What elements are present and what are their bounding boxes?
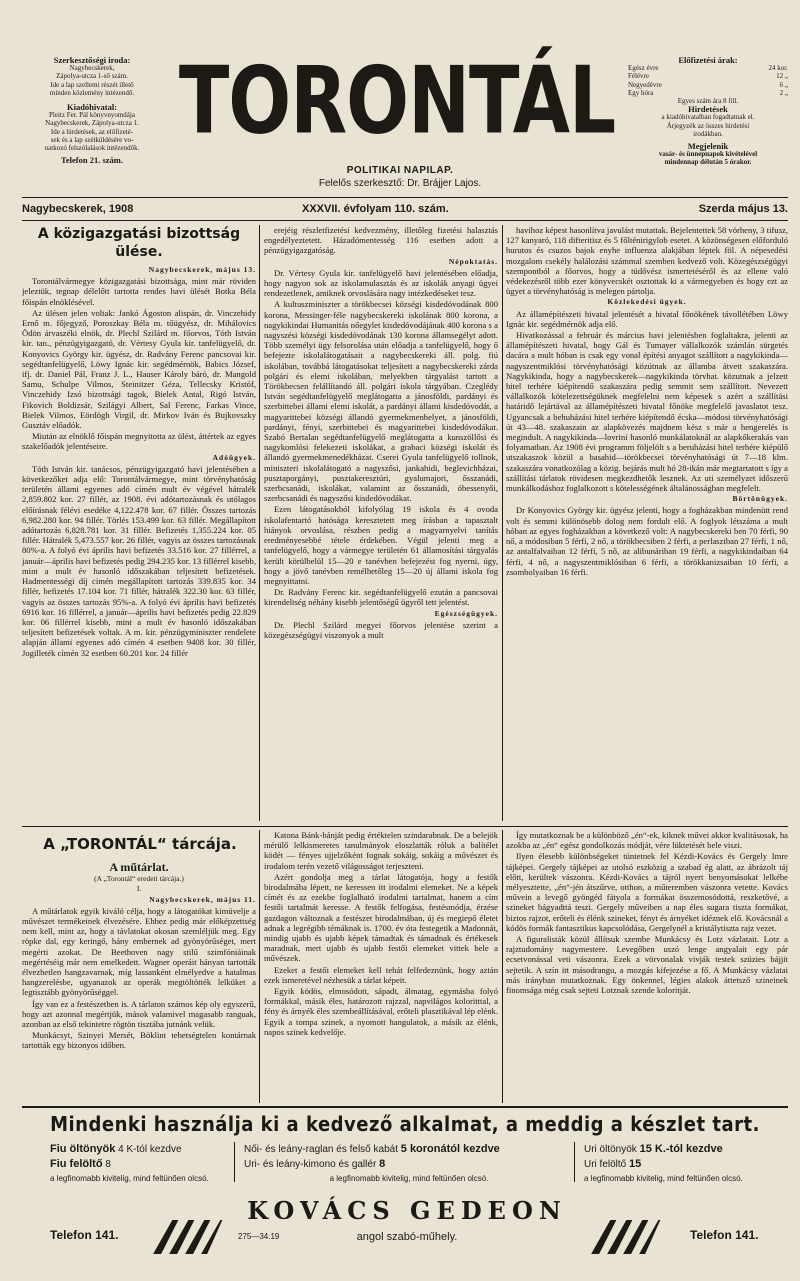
publisher-line: natkozó felszólalások intézendők. xyxy=(44,144,140,153)
article-paragraph: Az államépítészeti hivatal jelentését a hivatal főnökének távollétében Löwy Ignác kir. segédmérnök adja elő. xyxy=(506,308,788,329)
article-paragraph: Hivatkozással a február és március havi jelentésben foglaltakra, jelenti az államépítészeti hivatal, hogy Gál és Tumayer vállalkozók számlán sürgetés dacára a mult hóban is csak egy vonal építési anyagot szállított a nagykikinda—nagyszentmiklósi törvényhatósági közútnak az államba átvett szakaszára. Nagykikinda, hogy a nagybecskerek—nagykikinda törvhat. közutnak a jelzett hitel terhére kiépítendő szakaszára pedig semmit sem szállított. Nevezett vállalkozók kötelezettségüknek megfelelni nem képesek s azért a szállítási határidő lejártával az államépítészeti hivatal főnöke megfelelő javaslatot tesz. Ugyancsak a behuházási hitel terhére kiépítendő écska—módosi törvényhatósági út 43—48. szakaszain az alapkövezés majdnem kész s már a hengerelés is megindult. A nagykikinda—lovrini hasonló munkálatoknál az alapkőkerakás van folyamatban. Az 1908 évi programm följelölt s a beruházási hitel terhére kiépülő utszakaszok közül a basahid—törökbecsei törvényhatósági út 7—18 klm. szakaszára vonatkozólag a közig. bejárás mult hó 28-ikán már megtartatott s így a szállítási tárlatok rövidesen megkezdhetők lesznek. Az uti személyzet időszerű munkálkodáshoz foglalkozott s kötelességének általánosságban megfelelt. xyxy=(506,330,788,494)
ad-right-block xyxy=(584,1142,784,1186)
feuilleton-paragraph: A figuralisták közül állítsuk szembe Munkácsy és Lotz vázlatait. Lotz a rajztudomány nagymestere. Levegőben uszó lenge angyalait egy pár ecsetvonással veti vászonra. Ezek a vörvonalak vivják testek szüzies bájjit sejtetik. A szín itt másodrangu, a mozgás kifejezése a fő. A Munkácsy vázlatai más irányban mutatkoznak. Egy önkennel, légies alakok áttetsző szineinek finomsága még csak sejteti Lotznak szende koloritját. xyxy=(506,934,788,996)
section-heading: Adóügyek. xyxy=(212,452,256,462)
column-divider xyxy=(502,225,503,821)
office-line: Zápolya-utcza 1-ső szám. xyxy=(56,72,128,81)
article-column-1 xyxy=(22,225,256,823)
ad-center-row: Női- és leány-raglan és felső kabát 5 koronától kezdve xyxy=(244,1143,500,1155)
ad-left-block xyxy=(50,1142,230,1186)
price-row: Egész évre 24 kor. xyxy=(628,64,788,73)
office-line: Ide a lap szellemi részét illető xyxy=(50,80,134,89)
top-rule xyxy=(22,197,788,198)
article-paragraph: Az ülésen jelen voltak: Jankó Ágoston alispán, dr. Vinczehidy Ernő m. főjegyző, Poroszkay Béla m. tőügyész, dr. Mihálovics Ödön árvaszéki elnök, dr. Plechl Szilárd m. főorvos, Tóth István kir. tan., pénzügyigazgató, dr. Vértesy Gyula kir. tanfelügyelő, dr. Konyovics György kir. ügyész, dr. Radvány Ferenc pancsovai kir. segédtanfelügyelő, Löwy Ignác kir. segédmérnök, Babics József, ifj. dr. Daniel Pál, Franz J. L., Hauser Károly báró, dr. Mangold Samu, Schulpe Vilmos, Steinitzer Géza, Tellecsky Kristóf, Vinczehidy Izsó bizottsági tagok, Bielek Antal, Rigó István, Fikovich Boldizsár, Szilágyi Albert, Sal Ferenc, Farkas Vince, Bielek Vilmos, Eördögh Virgil, dr. Mirkov Iván és Bujkovszky Gusztáv előadók. xyxy=(22,307,256,431)
feuilleton-paragraph: Ezeket a festői elemeket kell tehát felfedeznünk, hogy aztán ezek ismeretével nézhesük a tárlat képeit. xyxy=(264,964,498,985)
ad-brand-mark-right xyxy=(587,1216,663,1265)
ad-center-tagline: a legfinomabb kivitelig, mind feltünően olcsó. xyxy=(329,1174,489,1183)
ad-right-tagline: a legfinomabb kivitelig, mind feltünően olcsó. xyxy=(584,1174,743,1183)
column-divider xyxy=(502,830,503,1103)
section-heading: Egészségügyek. xyxy=(434,608,498,618)
ad-left-tagline: a legfinomabb kivitelig, mind feltünően olcsó. xyxy=(50,1174,209,1183)
article-paragraph: Ezen látogatásokból kifolyólag 19 iskola és 4 ovoda iskolafentartó hatósága keresztetett meg írásban a tapasztalt hiányok orvoslása, részben pedig a magyarnyelvi tanítás eredményesebbé tétele érdekében. Végül jelenti meg a tanfelügyelő, hogy a vármegye területén 61 államosítási tárgyalás került körülbelül 15—20 e tanévben befejezést fog nyerni, úgy, hogy a jövő tanévben remélhetőleg 15—20 új állami iskola fog megnyittatni. xyxy=(264,504,498,586)
article-paragraph: Dr Konyovics György kir. ügyész jelenti, hogy a fogházakban mindenütt rend volt és semmi különösebb dolog nem fordult elő. A foglyok létszáma a mult hóban az egyes fogházakban a következő volt: A nagybecskereki ben 70 férfi, 90 nő, a módosiban 5 férfi, 2 nő, a törökbecsiben 2 férfi, a perlasziban 27 férfi, 1 nő, az antalfalvaiban 12 férfi, 5 nő, az alibunáriban 19 férfi, a nagykikindaiban 64 férfi, 4 nő, a nagyszentmiklósiban 6 férfi, a törökkanizsaiban 10 férfi, a zsombolyaiban 16 férfi. xyxy=(506,505,788,577)
appears-line: vasár- és ünnepnapok kivételével xyxy=(658,150,758,159)
article-paragraph: Miután az elnöklő főispán megnyitotta az ülést, áttértek az egyes szakelőadók jelentéseire. xyxy=(22,431,256,452)
article-paragraph: A kultuszminiszter a törökbecsei községi kisdedóvodának 800 korona, Messinger-féle nagybecskereki iskolának 800 korona, a nagykikindai Humanitás nőegylet kisdedóvodájának 400 korona s a nagyszési községi kisdedóvodának 130 korona államsegélyt adott. Több személyi ügy felsorolása után előadja a tanfelügyelő, hogy ő befejezte iskolalátogatásait a nagybecskereki áll. polg. fiú iskolában, továbbá látogatásokat teljesített a nagybecskereki zárda polgári és elemi iskolában, melyekben tárgyalást tartott a Törökbecsen felállítandó áll. polgári iskola tárgyában. Czeglédy István segédtanfelügyelő meglátogatta a jánosföldi, pardányi és szerbittebei állami elemi iskolát, a pardányi állami kisdedóvodát, a magyarittebei községi állandó gyermekmenhelyet, a jánosföldi, pardányi, fényi, szerbittebei és magyarittebei kisdedóvodákat. Szabó Bertalan segédtanfelügyelő meglátogatta a kunszöllősi és nagykomlósi felekezeti iskolákat, a grabaci községi iskolát és állandó gyermekmenedékházat. Cserei Gyula tanfelügyelő tollnok, miniszteri iskolalátogató a nagyszősi, jankahidi, beglevichházai, pusztaporgányi, pusztakeresztúri, gyalumajori, ősszanádi, szerbcsanádi, iskolákat, valamint az ősszanádi, óbessenyői, szerbcsanádi és nagyszősi kisdedóvodákat. xyxy=(264,299,498,504)
ad-left-row: Fiu öltönyök 4 K-tól kezdve xyxy=(50,1143,182,1155)
article-paragraph: Tóth István kir. tanácsos, pénzügyigazgató havi jelentésében a következőket adja elő: Torontálvármegye, mint törvényhatóság területén állami egyenes adó címén mult év végével hátralék 2,859.802 kor. 27 fillér, az 1908. évi adótartozásnak és utólagos előírásnak félévi esedéke 4,122.478 kor. 67 fillér. Összes tartozás 6,982.280 kor. 94 fillér. Törlés 153.499 kor. 63 fillér. Megállapított adótartozás 6,828.781 kor. 31 fillér. Befizetés 1,355.224 kor. 05 fillér. Hátralék 5,473.557 kor. 26 fillér, vagyis az összes tartozásnak 80%-a. A folyó évi április havi befizetés 33.516 kor. 27 fillérrel, a január—április havi befizetés pedig 294.235 kor. 13 fillérrel kisebb, mint a mult év hasonló időszakában teljesített befizetések. Hadmentességi díj címén megállapított tartozás 339.835 kor. 34 fillér, befizetés 17.104 kor. 71 fillér, hátralék 322.30 kor. 63 fillér, vagyis az összes tartozás 95%-a. A folyó évi április havi befizetés 6916 kor. 16 fillérrel, a január—április havi befizetés pedig 22.829 kor. 06 fillérrel kisebb, mint a mult év hasonló időszakában teljesített befizetések voltak. A m. kir. pénzügyminiszter rendelete alapján állami egyenes adó címén 4 esetben 9408 kor. 30 fillér, Jogilleték címén 32 esetben 60.201 kor. 24 fillér xyxy=(22,463,256,658)
prices-title: Előfizetési árak: xyxy=(678,55,738,65)
dateline-date: Szerda május 13. xyxy=(698,203,788,215)
article-column-3 xyxy=(506,225,788,823)
feuilleton-column-2 xyxy=(264,830,498,1103)
publisher-line: Nagybecskerek, Zápolya-utcza 1. xyxy=(45,119,139,128)
column-divider xyxy=(259,830,260,1103)
ad-company-sub: angol szabó-műhely. xyxy=(356,1231,458,1243)
publisher-line: Pleitz Fer. Pál könyvnyomdája xyxy=(49,111,135,120)
subscription-info xyxy=(628,56,788,167)
ad-right-row: Uri öltönyök 15 K.-tól kezdve xyxy=(584,1143,723,1155)
ads-line: Árjegyzék az összes hirdetési xyxy=(666,121,750,130)
article-title: A közigazgatási bizottság ülése. xyxy=(37,226,241,260)
editorial-office-info xyxy=(22,56,162,164)
ad-number: 275—34.19 xyxy=(238,1232,280,1241)
editor-line: Felelős szerkesztő: Dr. Brájjer Lajos. xyxy=(318,178,482,189)
ad-center-row: Uri- és leány-kimono és gallér 8 xyxy=(244,1158,386,1170)
single-price: Egyes szám ára 8 fill. xyxy=(677,97,739,106)
feuilleton-dateline: Nagybecskerek, május 11. xyxy=(149,894,256,904)
dateline-volume: XXXVII. évfolyam 110. szám. xyxy=(302,203,449,215)
masthead xyxy=(0,0,800,195)
feuilleton-roman: I. xyxy=(136,884,142,894)
appears-line: mindennap délután 5 órakor. xyxy=(664,158,752,167)
office-line: Nagybecskerek, xyxy=(69,64,115,73)
ad-divider xyxy=(574,1142,575,1182)
office-title: Szerkesztőségi iroda: xyxy=(53,55,131,65)
section-heading: Népoktatás. xyxy=(448,256,498,266)
feuilleton-paragraph: Munkácsyt, Szinyei Mersét, Böklint tehetségtelen kontárnak tartották egy bizonyos időben. xyxy=(22,1030,256,1051)
publisher-line: Ide a hirdetések, az előfizeté- xyxy=(50,127,134,136)
ads-title: Hirdetések xyxy=(688,104,728,115)
feuilleton-paragraph: Ilyen élesebb különbségeket tüntetnek fel Kézdi-Kovács és Gergely Imre tájképei. Gergely tájképei az utolsó eszközig a szabad ég alatt, az ábrázolt táj előtt, kerültek vászonra. Kézdi-Kovács a tájról nyert benyomásokat lelkébe mélyesztette, „én“-jén átszűrve, otthon, a műteremben vászonra vetette. Kovács művein a levegő gyöngéd fátyola a formákat összemosódottá, reszketővé, a szineket bágyadttá teszi. Gergely műveiben a nap éles sugara tiszta formákat, biztos rajzot, erőteli és élénk szineket, fényt és árnyéket idéznek elő. Kovácsnál a kódös formák fantasztikus kapcsolódása, Gergelynél a kristálytiszta rajz vezet. xyxy=(506,851,788,933)
ads-line: irodákban. xyxy=(693,129,723,138)
feuilleton-paragraph: Egyik ködös, elmosódott, sápadt, álmatag, egymásba folyó formákkal, másik éles, határozott rajzzal, napvilágos koloritttal, a fény és árnyék éles szembeállításával, erőteli plasztikával lép elénk. Egyik a tompa szinek, a nyomott hangulatok, a másik az élénk, napos szinek kedvelője. xyxy=(264,986,498,1037)
feuilleton-column-1 xyxy=(22,858,256,1103)
publisher-line: sek és a lap szétküldésére vo- xyxy=(50,135,134,144)
ad-company-name: KOVÁCS GEDEON xyxy=(247,1196,567,1225)
office-line: minden közlemény intézendő. xyxy=(49,88,135,97)
ad-center-block xyxy=(244,1142,574,1186)
feuilleton-paragraph: Így van ez a festészetben is. A tárlaton számos kép oly egyszerű, hogy azt azonnal megértjük, mások valamivel magasabb ranguak, azonban az első tekintetre rögtön tisztába jutnánk velük. xyxy=(22,998,256,1030)
ad-right-row: Uri felöltő 15 xyxy=(584,1158,642,1170)
article-paragraph: Torontálvármegye közigazgatási bizottsága, mint már röviden jeleztük, tegnap délelőtt tartotta rendes havi ülését Botka Béla főispán elnöklésével. xyxy=(22,276,256,307)
feuilleton-paragraph: Katona Bánk-bánját pedig értéktelen szindarabnak. De a belejök mérülő lelkismeretes tanulmányok eloszlatták róluk a balítélet ködét — fényes ujjelzőként fognak sokáig, sokáig a művészet és irodalom terén vezető világosságot terjeszteni. xyxy=(264,830,498,871)
article-paragraph: Dr. Plechl Szilárd megyei főorvos jelentése szerint a közegészségügyi viszonyok a mult xyxy=(264,619,498,640)
appears-title: Megjelenik xyxy=(687,141,729,152)
article-paragraph: erejéig részletfizetési kedvezmény, illetőleg fizetési halasztás engedélyeztetett. Házadómentesség 116 esetben adott a pénzügyigazgatóság. xyxy=(264,225,498,256)
advertisement xyxy=(22,1108,788,1270)
ad-phone-left: Telefon 141. xyxy=(50,1228,119,1242)
ads-line: a kiadóhivatalban fogadtatnak el. xyxy=(661,113,755,122)
feuilleton-paragraph: A műtárlatok egyik kiváló célja, hogy a látogatókat kimüvelje a művészet termékeinek élvezésére. Ehhez pedig már előképzettség nem kell, mint az, hogy a távlatokat okosan szemléljük meg. Egy röpke dal, egy keringő, hány embernek ad gyönyörűséget, mert megérti azokat. De Beethoven nagy stilű szimfóniáinak megértéséig már nem emelkedett. Wagner operáit hányan tartották élvezhetlen hangzavarnak, míg lassanként elmélyedve a hatalmas hangzerelésbe, ugyanazok az operák megtöltötték lelküket a legtisztább gyönyörűséggel. xyxy=(22,905,256,998)
dateline-place-year: Nagybecskerek, 1908 xyxy=(22,203,134,215)
feuilleton-note: (A „Torontál“ eredeti tárcája.) xyxy=(94,874,184,884)
office-phone: Telefon 21. szám. xyxy=(60,155,123,166)
feuilleton-paragraph: Azért gondolja meg a tárlat látogatója, hogy a festők birodalmába lépett, ne keressen itt irodalmi elemeket. Ne a képek címét és az ezekbe foglalható irodalmi tartalmat, hanem a cím festői tartalmát keresse. A festők felfogása, festésmódja, érzése gazdagon változnak a festészet birodalmában, új és megiepő életet adnak a legrégibb témáknak is. 1700. év óta festegetik a Madonnát, mindig ujabb és ujabb képek támadtak és támadnak és értékesek maradnak, mert ujabb és ujabb festői elemeket vittek bele a művészek. xyxy=(264,871,498,964)
newspaper-subtitle: POLITIKAI NAPILAP. xyxy=(346,165,454,176)
article-column-2 xyxy=(264,225,498,823)
feuilleton-title: A műtárlat. xyxy=(109,860,169,874)
ad-brand-mark-left xyxy=(149,1216,225,1265)
column-divider xyxy=(259,225,260,821)
newspaper-title: TORONTÁL xyxy=(178,47,616,155)
ad-title: Mindenki használja ki a kedvező alkalmat, a meddig a készlet tart. xyxy=(50,1112,760,1137)
article-paragraph: Dr. Radvány Ferenc kir. segédtanfelügyelő ezután a pancsovai kirendeltség néhány kisebb jelentőségű ügyről tett jelentést. xyxy=(264,587,498,608)
ad-divider xyxy=(234,1142,235,1182)
section-heading: Börtönügyek. xyxy=(732,494,788,504)
price-row: Egy hóra 2 „ xyxy=(628,88,788,97)
feuilleton-header: A „TORONTÁL“ tárcája. xyxy=(43,835,237,853)
article-dateline: Nagybecskerek, május 13. xyxy=(148,265,256,274)
article-paragraph: Dr. Vértesy Gyula kir. tanfelügyelő havi jelentésében előadja, hogy nagyon sok az iskolamulasztás és az iskolák anyagi ügyei rendezetlenek, amiknek orvoslására nagy intézkedéseket tesz. xyxy=(264,267,498,299)
ad-left-row: Fiu felöltő 8 xyxy=(50,1158,111,1170)
price-row: Negyedévre 6 „ xyxy=(628,80,788,89)
price-row: Félévre 12 „ xyxy=(628,72,788,81)
ad-phone-right: Telefon 141. xyxy=(690,1228,759,1242)
brand-mark-icon xyxy=(589,1216,664,1256)
section-heading: Közlekedési ügyek. xyxy=(607,297,687,307)
feuilleton-paragraph: Így mutatkoznak be a különböző „én“-ek, kiknek művei akkor kvalitásosak, ha azokba az „én“ egész gondolkozás módját, vére lüktetését bele viszi. xyxy=(506,830,788,851)
brand-mark-icon xyxy=(151,1216,226,1256)
publisher-title: Kiadóhivatal: xyxy=(66,102,118,113)
article-paragraph: havihoz képest hasonlítva javulást mutattak. Bejelentettek 58 vörheny, 3 tifusz, 127 kanyaró, 118 difteritisz és 5 főlténirigylob esetet. A közönségesen előforduló hurutos és csuzos bajok enyhe influenza alakjában léptek föl. A népesedési mozgalom csekély halálozási számmal szemben kedvező volt. Közegészségügyi szempontból a főorvos, hogy a tüdővész ismertetéséről és az ellene való védekezésről több ezer könyvecskét osztottak ki a vármegyeben és hogy ezt az ügyet a törvényhatóság is melegen pártolja. xyxy=(506,225,788,297)
masthead-subtitle-block xyxy=(250,164,550,190)
dateline-rule xyxy=(22,220,788,221)
feuilleton-column-3 xyxy=(506,830,788,1103)
feuilleton-rule xyxy=(22,826,788,827)
